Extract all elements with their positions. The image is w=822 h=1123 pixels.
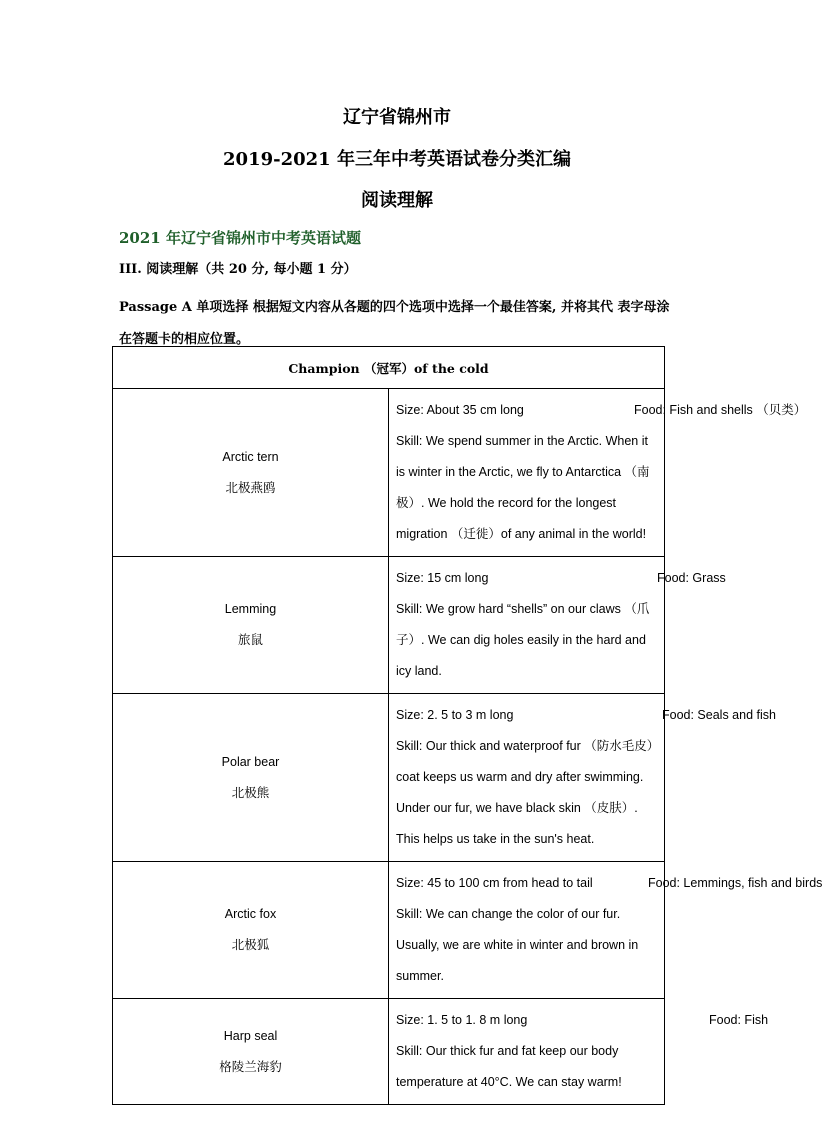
animal-name-cell xyxy=(113,389,389,557)
table-header-row xyxy=(113,347,665,389)
animal-name-en: Lemming xyxy=(224,602,277,616)
animal-skill: Skill: We grow hard “shells” on our claws （爪子）. We can dig holes easily in the hard and icy land. xyxy=(396,602,650,678)
animal-size: Size: About 35 cm long xyxy=(396,403,524,417)
table-row xyxy=(113,862,665,999)
document-title-region: 辽宁省锦州市 xyxy=(343,107,451,128)
animal-skill: Skill: We spend summer in the Arctic. When it is winter in the Arctic, we fly to Antarctica （南极）. We hold the record for the longest migration （迁徙）of any animal in the world! xyxy=(396,434,650,541)
part-instruction: III. 阅读理解（共 20 分, 每小题 1 分） xyxy=(119,262,357,277)
animal-name-zh: 旅鼠 xyxy=(237,633,263,647)
animal-size: Size: 15 cm long xyxy=(396,571,489,585)
animal-food: Food: Seals and fish xyxy=(662,708,776,722)
animal-name-en: Arctic fox xyxy=(224,907,277,921)
animal-size: Size: 1. 5 to 1. 8 m long xyxy=(396,1013,528,1027)
animal-food: Food: Fish xyxy=(709,1013,769,1027)
document-title-subject: 阅读理解 xyxy=(361,190,433,211)
document-title-main: 2019-2021 年三年中考英语试卷分类汇编 xyxy=(223,149,571,170)
animal-name-en: Harp seal xyxy=(223,1028,278,1043)
animal-name-cell xyxy=(113,557,389,694)
table-row xyxy=(113,557,665,694)
section-heading: 2021 年辽宁省锦州市中考英语试题 xyxy=(119,229,361,247)
animal-name-zh: 北极狐 xyxy=(231,938,270,952)
animal-name-cell xyxy=(113,694,389,862)
animal-size: Size: 45 to 100 cm from head to tail xyxy=(396,876,593,890)
animal-description-cell xyxy=(389,557,726,694)
animal-size: Size: 2. 5 to 3 m long xyxy=(396,708,514,722)
animal-name-en: Polar bear xyxy=(221,754,280,769)
table-row xyxy=(113,389,665,557)
animal-food: Food: Grass xyxy=(657,571,726,585)
animal-skill: Skill: Our thick fur and fat keep our body temperature at 40°C. We can stay warm! xyxy=(396,1044,622,1089)
table-caption: Champion （冠军）of the cold xyxy=(113,347,665,389)
animal-name-zh: 格陵兰海豹 xyxy=(219,1059,282,1074)
table-row xyxy=(113,999,665,1105)
animal-name-en: Arctic tern xyxy=(222,449,279,464)
animal-name-zh: 北极燕鸥 xyxy=(225,480,276,495)
animal-skill: Skill: We can change the color of our fur. Usually, we are white in winter and brown in summer. xyxy=(396,907,639,983)
table-row xyxy=(113,694,665,862)
animal-food: Food: Lemmings, fish and birds xyxy=(648,876,822,890)
passage-instruction: Passage A 单项选择 根据短文内容从各题的四个选项中选择一个最佳答案, 并将其代 表字母涂在答题卡的相应位置。 xyxy=(119,300,670,347)
animal-skill: Skill: Our thick and waterproof fur （防水毛皮）coat keeps us warm and dry after swimming. Under our fur, we have black skin （皮肤）. This helps us take in the sun's heat. xyxy=(396,739,654,846)
animal-description-cell xyxy=(389,389,807,557)
animal-table xyxy=(112,346,822,1105)
animal-description-cell xyxy=(389,999,769,1105)
animal-description-cell xyxy=(389,694,776,862)
animal-name-zh: 北极熊 xyxy=(231,785,270,800)
animal-name-cell xyxy=(113,862,389,999)
animal-name-cell xyxy=(113,999,389,1105)
animal-food: Food: Fish and shells （贝类） xyxy=(634,403,807,417)
animal-description-cell xyxy=(389,862,822,999)
